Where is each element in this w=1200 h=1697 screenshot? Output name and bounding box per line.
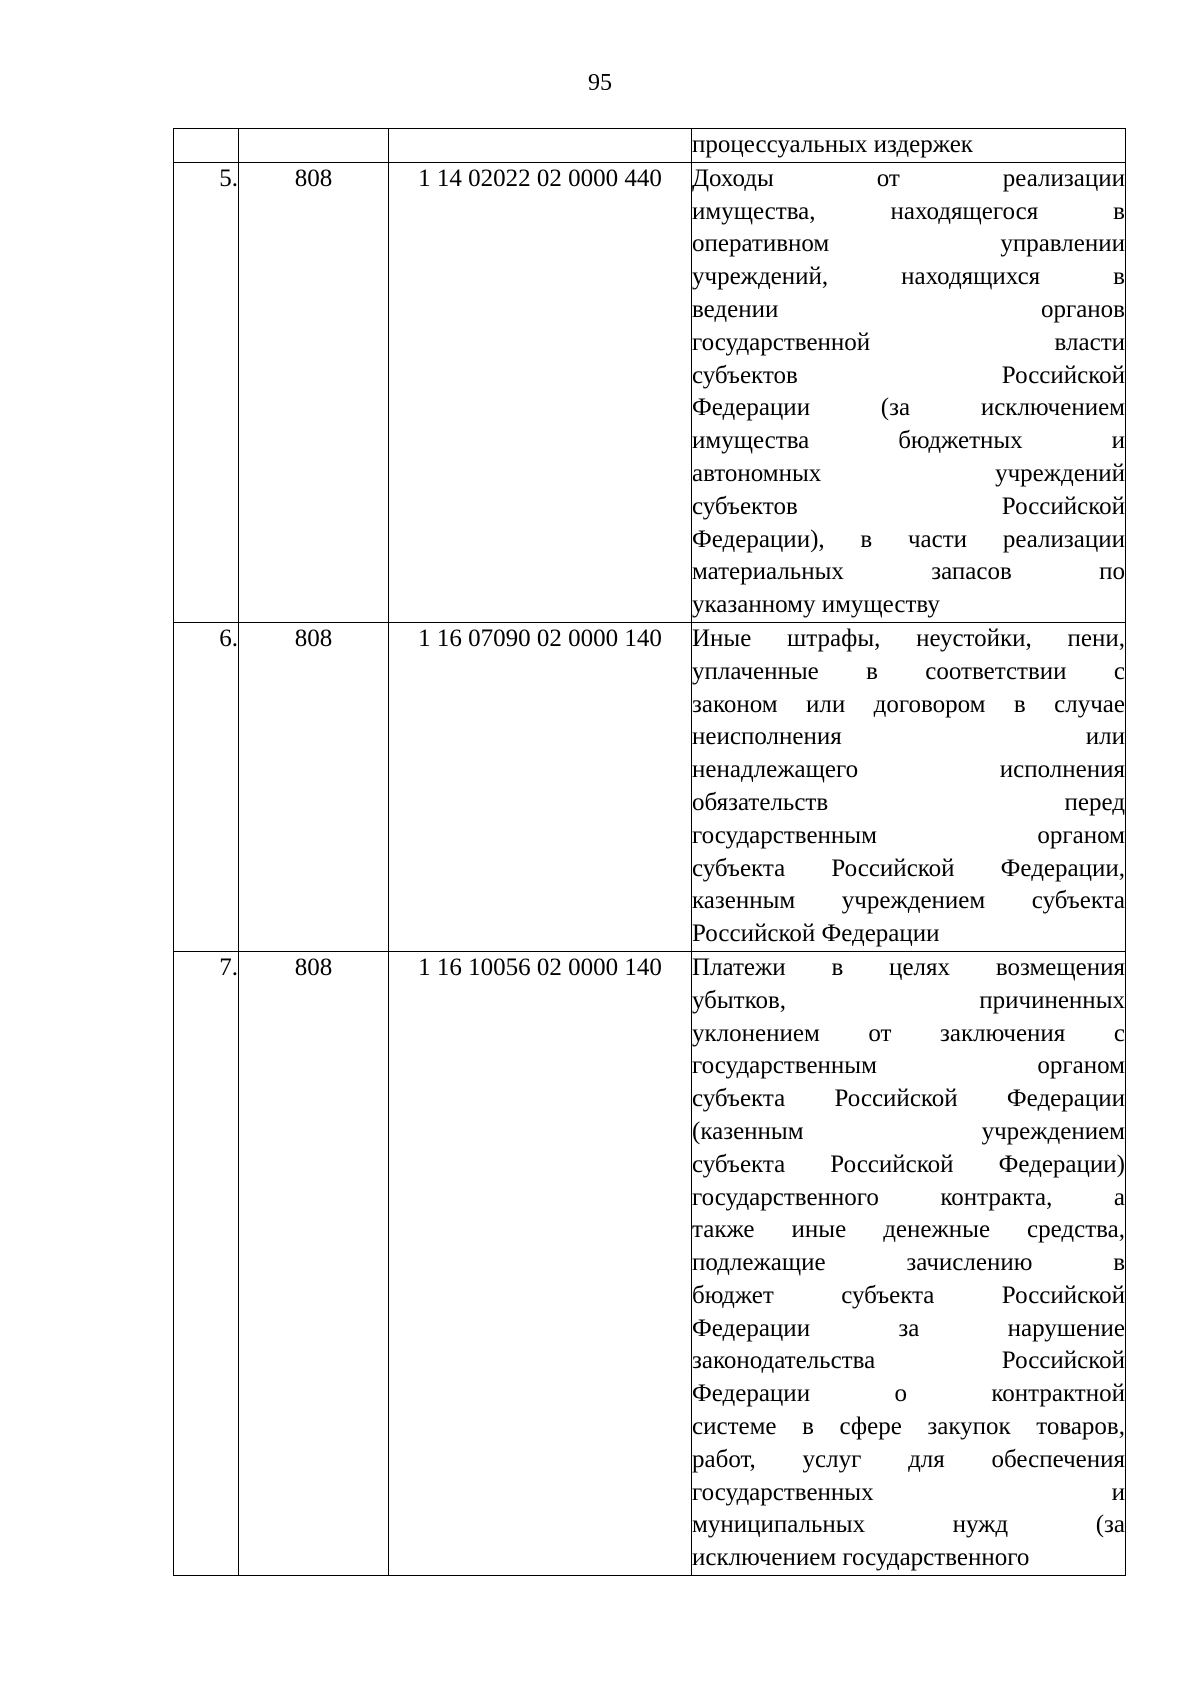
text-line: материальных запасов по: [692, 558, 1125, 586]
budget-classification-code-cell: [389, 129, 692, 163]
text-line: субъектов Российской: [692, 492, 1125, 520]
text-line: субъекта Российской Федерации: [692, 1085, 1125, 1113]
text-line: работ, услуг для обеспечения: [692, 1445, 1125, 1473]
text-line: ведении органов: [692, 295, 1125, 323]
text-line: Российской Федерации: [692, 920, 940, 948]
text-line: Федерации (за исключением: [692, 394, 1125, 422]
administrator-code-cell: [239, 129, 389, 163]
text-line: субъекта Российской Федерации): [692, 1150, 1125, 1178]
revenue-name-cell: [692, 622, 1126, 951]
row-number-cell: 7.: [174, 951, 239, 1575]
table-row: [174, 162, 1126, 622]
row-number-cell: 6.: [174, 622, 239, 951]
revenue-name-cell: [692, 951, 1126, 1575]
revenue-name-cell: [692, 162, 1126, 622]
page-number: 95: [588, 70, 612, 96]
text-line: Федерации о контрактной: [692, 1380, 1125, 1408]
revenue-name-cell: [692, 129, 1126, 163]
text-line: государственным органом: [692, 1052, 1125, 1080]
text-line: законом или договором в случае: [692, 690, 1125, 718]
text-line: субъектов Российской: [692, 361, 1125, 389]
text-line: подлежащие зачислению в: [692, 1249, 1125, 1277]
revenue-codes-table: [173, 128, 1126, 1576]
text-line: Федерации), в части реализации: [692, 525, 1125, 553]
budget-classification-code-cell: 1 14 02022 02 0000 440: [389, 162, 692, 622]
text-line: указанному имуществу: [692, 591, 940, 619]
table-row: [174, 622, 1126, 951]
text-line: уклонением от заключения с: [692, 1019, 1125, 1047]
text-line: обязательств перед: [692, 788, 1125, 816]
table-row: [174, 129, 1126, 163]
text-line: Иные штрафы, неустойки, пени,: [692, 624, 1125, 652]
text-line: убытков, причиненных: [692, 986, 1125, 1014]
text-line: процессуальных издержек: [692, 131, 973, 158]
row-number-cell: [174, 129, 239, 163]
text-line: законодательства Российской: [692, 1347, 1125, 1375]
text-line: (казенным учреждением: [692, 1117, 1125, 1145]
text-line: ненадлежащего исполнения: [692, 756, 1125, 784]
text-line: автономных учреждений: [692, 459, 1125, 487]
text-line: имущества бюджетных и: [692, 427, 1125, 455]
text-line: Платежи в целях возмещения: [692, 953, 1125, 981]
text-line: уплаченные в соответствии с: [692, 657, 1125, 685]
text-line: субъекта Российской Федерации,: [692, 854, 1125, 882]
budget-classification-code-cell: 1 16 10056 02 0000 140: [389, 951, 692, 1575]
text-line: государственной власти: [692, 328, 1125, 356]
text-line: исключением государственного: [692, 1544, 1030, 1572]
text-line: государственных и: [692, 1478, 1125, 1506]
budget-classification-code-cell: 1 16 07090 02 0000 140: [389, 622, 692, 951]
text-line: оперативном управлении: [692, 230, 1125, 258]
administrator-code-cell: 808: [239, 622, 389, 951]
text-line: Доходы от реализации: [692, 164, 1125, 192]
text-line: имущества, находящегося в: [692, 197, 1125, 225]
text-line: муниципальных нужд (за: [692, 1511, 1125, 1539]
text-line: системе в сфере закупок товаров,: [692, 1413, 1125, 1441]
table-row: [174, 951, 1126, 1575]
text-line: казенным учреждением субъекта: [692, 887, 1125, 915]
text-line: государственного контракта, а: [692, 1183, 1125, 1211]
text-line: Федерации за нарушение: [692, 1314, 1125, 1342]
administrator-code-cell: 808: [239, 951, 389, 1575]
text-line: государственным органом: [692, 821, 1125, 849]
row-number-cell: 5.: [174, 162, 239, 622]
text-line: бюджет субъекта Российской: [692, 1281, 1125, 1309]
text-line: учреждений, находящихся в: [692, 263, 1125, 291]
administrator-code-cell: 808: [239, 162, 389, 622]
text-line: неисполнения или: [692, 723, 1125, 751]
text-line: также иные денежные средства,: [692, 1216, 1125, 1244]
